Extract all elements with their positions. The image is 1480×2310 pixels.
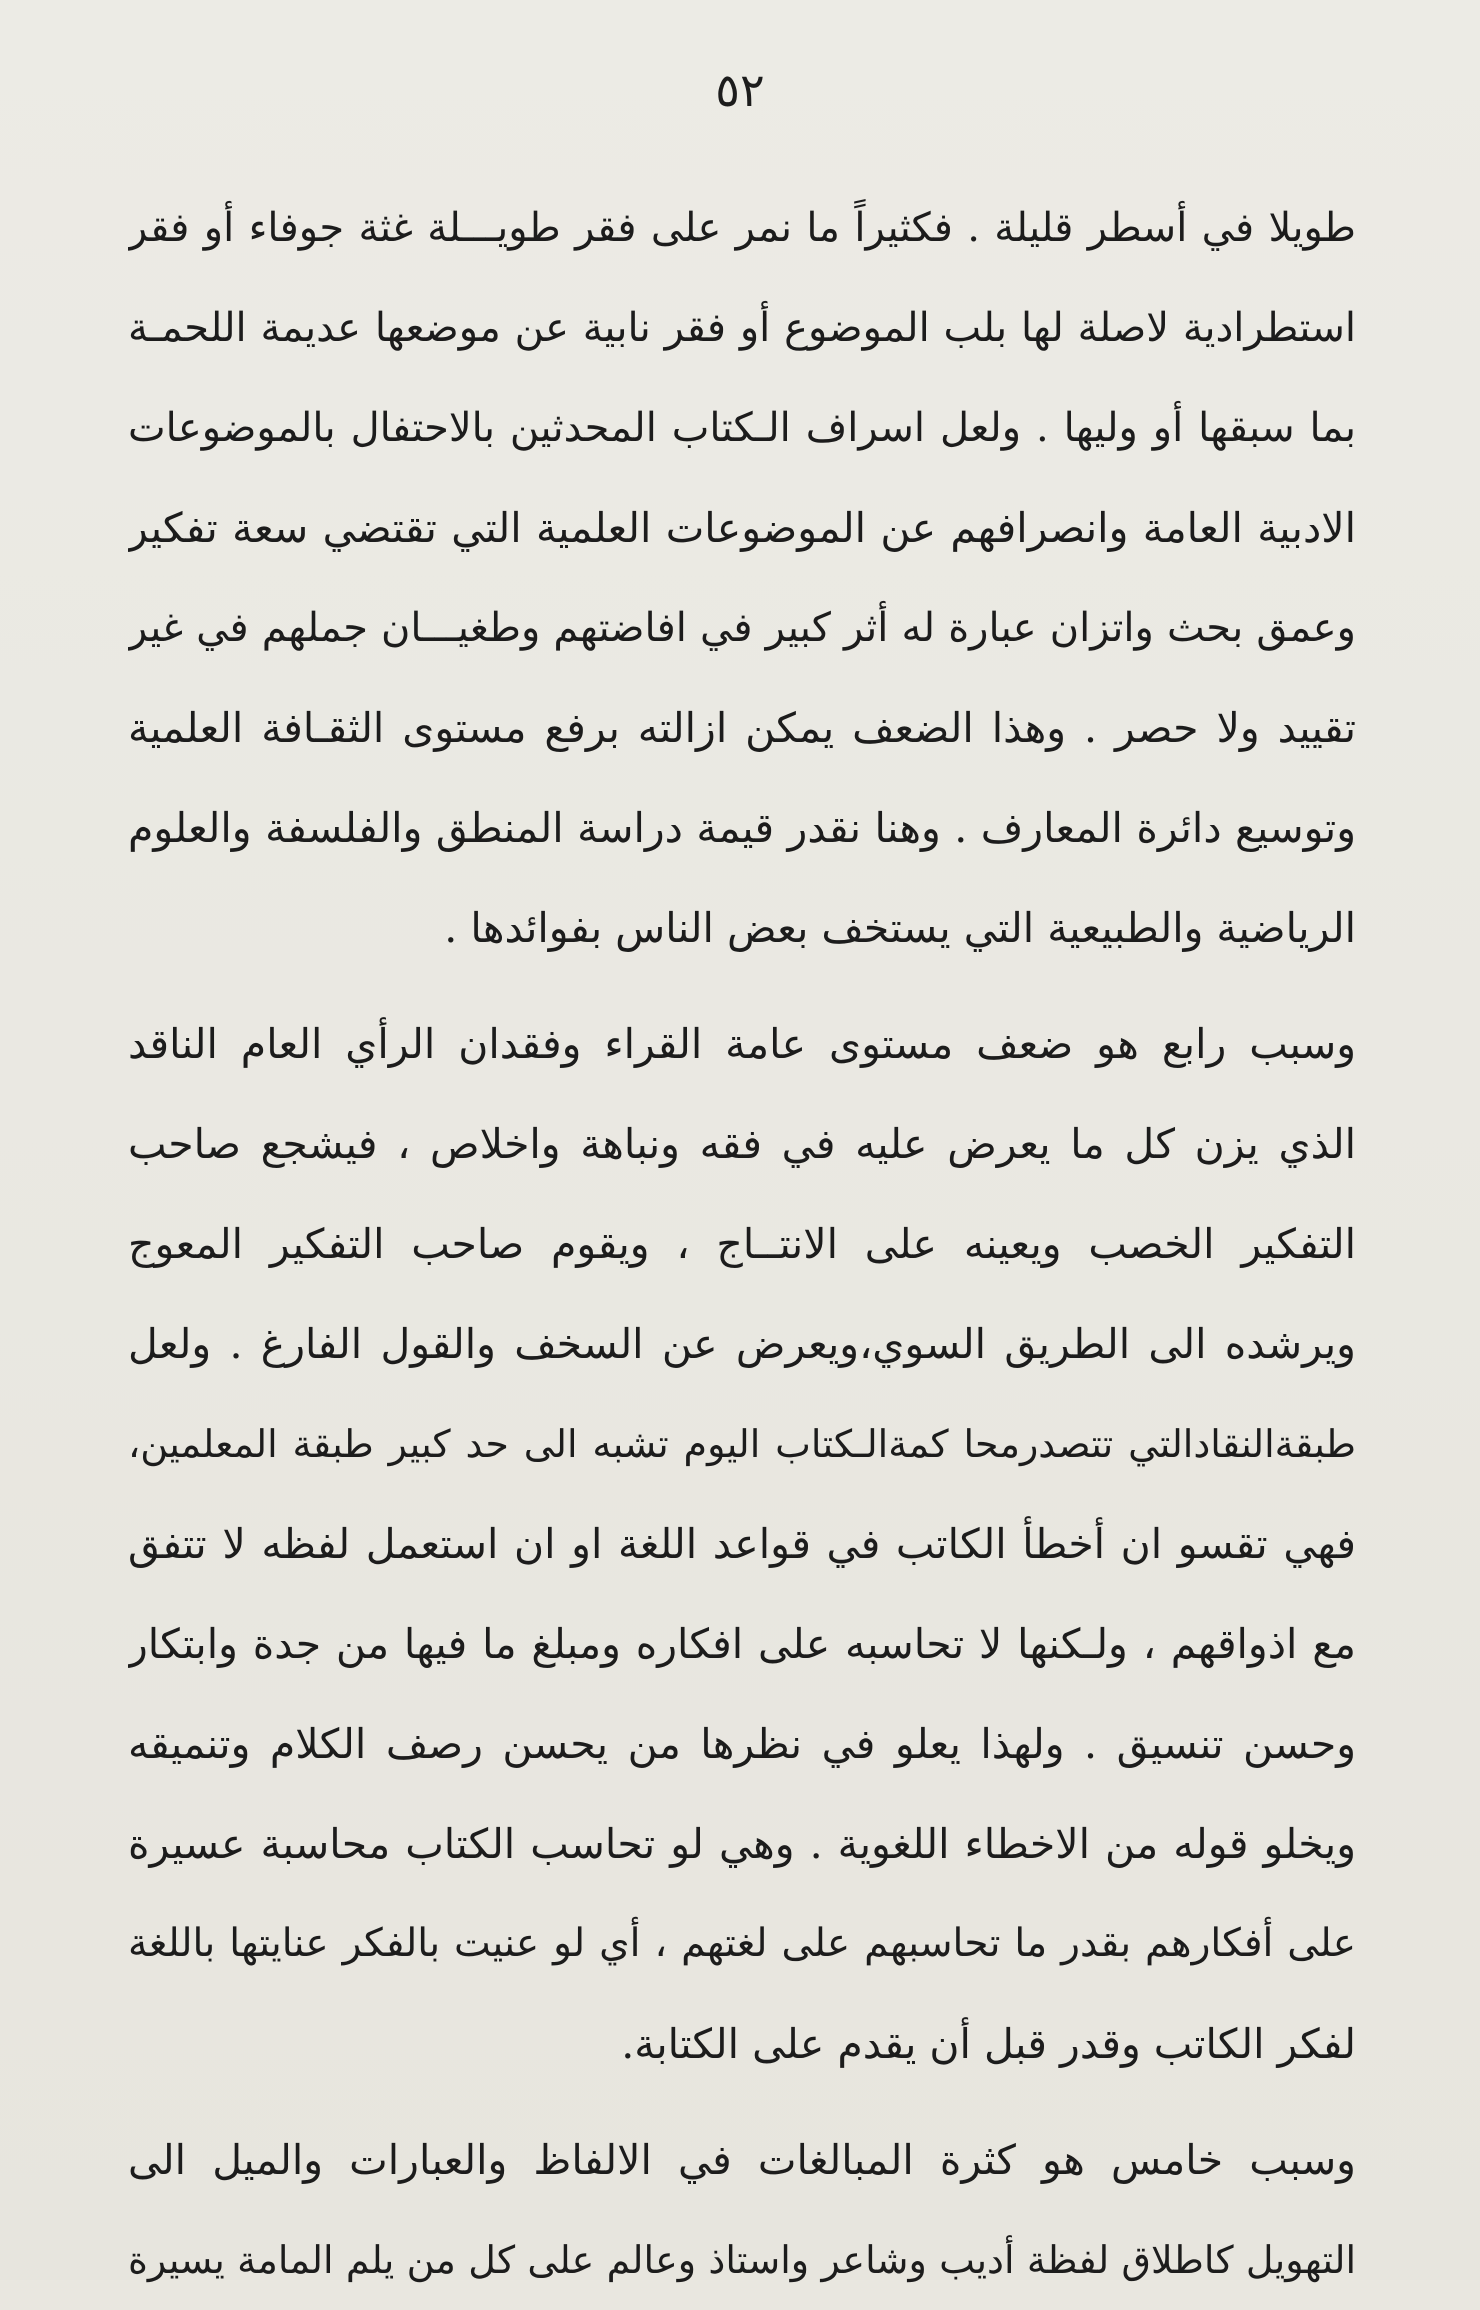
paragraph-1 [128,178,1356,978]
page-number: ٥٢ [715,63,765,117]
text-line: مع اذواقهم ، ولـكنها لا تحاسبه على افكاره ومبلغ ما فيها من جدة وابتكار [128,1620,1356,1668]
text-line: وسبب خامس هو كثرة المبالغات في الالفاظ والعبارات والميل الى [128,2136,1356,2184]
text-line: التهويل كاطلاق لفظة أديب وشاعر واستاذ وعالم على كل من يلم المامة يسيرة [128,2238,1356,2282]
text-line: وعمق بحث واتزان عبارة له أثر كبير في افاضتهم وطغيـــان جملهم في غير [128,605,1356,651]
text-line: ويرشده الى الطريق السوي،ويعرض عن السخف والقول الفارغ . ولعل [128,1320,1356,1368]
text-line: استطرادية لاصلة لها بلب الموضوع أو فقر نابية عن موضعها عديمة اللحمـة [128,305,1356,351]
paragraph-spacer [128,978,1356,994]
text-line: وحسن تنسيق . ولهذا يعلو في نظرها من يحسن رصف الكلام وتنميقه [128,1720,1356,1768]
text-line: فهي تقسو ان أخطأ الكاتب في قواعد اللغة او ان استعمل لفظه لا تتفق [128,1520,1356,1568]
text-line: بما سبقها أو وليها . ولعل اسراف الـكتاب المحدثين بالاحتفال بالموضوعات [128,405,1356,451]
paragraph-3 [128,2110,1356,2310]
text-line: طبقةالنقادالتي تتصدرمحا كمةالـكتاب اليوم تشبه الى حد كبير طبقة المعلمين، [128,1422,1356,1466]
text-line: الذي يزن كل ما يعرض عليه في فقه ونباهة واخلاص ، فيشجع صاحب [128,1120,1356,1168]
text-line: ويخلو قوله من الاخطاء اللغوية . وهي لو تحاسب الكتاب محاسبة عسيرة [128,1820,1356,1868]
text-line: لفكر الكاتب وقدر قبل أن يقدم على الكتابة. [621,2020,1356,2068]
text-line: الادبية العامة وانصرافهم عن الموضوعات العلمية التي تقتضي سعة تفكير [128,504,1356,552]
text-line: التفكير الخصب ويعينه على الانتــاج ، ويقوم صاحب التفكير المعوج [128,1220,1356,1268]
body-text [128,178,1356,2310]
paragraph-spacer [128,2094,1356,2110]
text-line: تقييد ولا حصر . وهذا الضعف يمكن ازالته برفع مستوى الثقـافة العلمية [128,704,1356,752]
text-line: وسبب رابع هو ضعف مستوى عامة القراء وفقدان الرأي العام الناقد [128,1020,1356,1068]
text-line: وتوسيع دائرة المعارف . وهنا نقدر قيمة دراسة المنطق والفلسفة والعلوم [128,804,1356,852]
text-line: على أفكارهم بقدر ما تحاسبهم على لغتهم ، أي لو عنيت بالفكر عنايتها باللغة [128,1921,1356,1966]
text-line: الرياضية والطبيعية التي يستخف بعض الناس بفوائدها . [444,904,1356,952]
paragraph-2 [128,994,1356,2094]
text-line: طويلا في أسطر قليلة . فكثيراً ما نمر على فقر طويـــلة غثة جوفاء أو فقر [128,205,1356,251]
